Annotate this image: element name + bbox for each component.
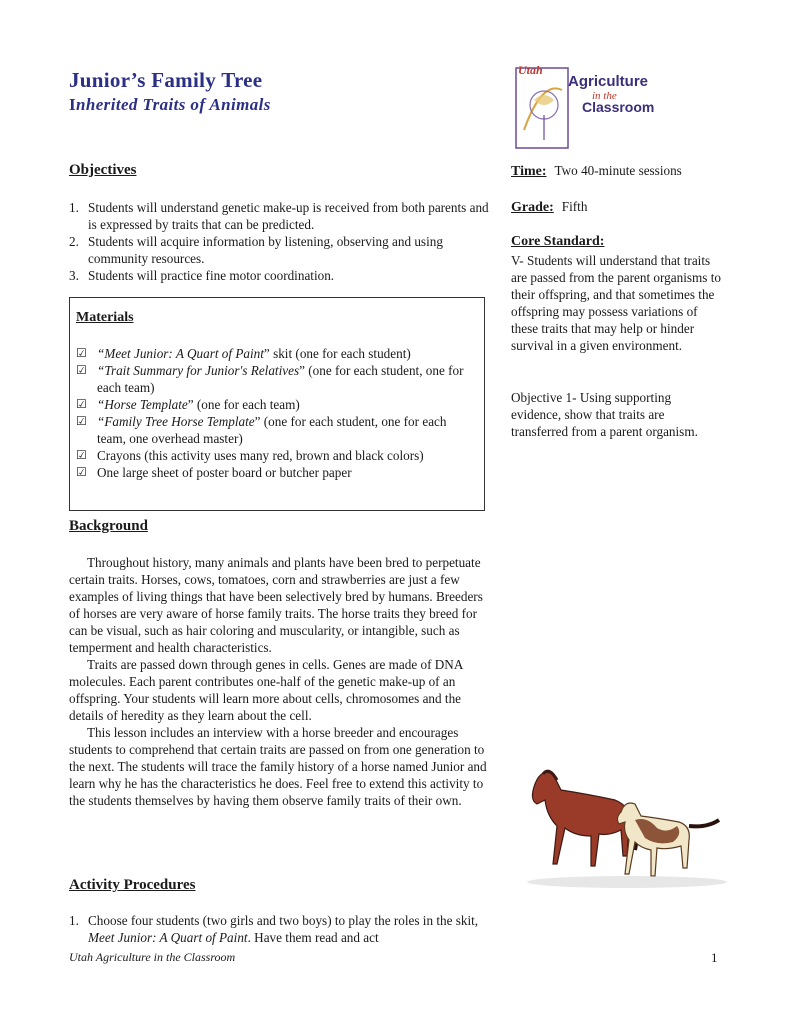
list-item: 1. Students will understand genetic make-up is received from both parents and is expressed by traits that can be predicted.	[69, 200, 489, 232]
grade-info	[511, 198, 721, 216]
objectives-heading: Objectives	[69, 162, 137, 178]
horse-illustration	[517, 760, 727, 900]
activity-list	[69, 912, 489, 946]
list-item: 3. Students will practice fine motor coordination.	[69, 268, 335, 283]
logo-line1: Agriculture	[568, 73, 649, 90]
list-item: 1. Choose four students (two girls and two boys) to play the roles in the skit, Meet Junior: A Quart of Paint. Have them read and act	[69, 913, 479, 945]
mare-body	[532, 772, 629, 866]
list-item: ☑ “Horse Template” (one for each team)	[76, 397, 300, 412]
list-item: ☑ “Trait Summary for Junior's Relatives” (one for each student, one for each team)	[76, 363, 464, 395]
time-info	[511, 162, 721, 180]
checkbox-icon: ☑	[76, 448, 87, 462]
materials-heading: Materials	[76, 310, 134, 325]
background-paragraph: This lesson includes an interview with a horse breeder and encourages students to comprehend that certain traits are passed on from one generation to the next. The students will trace the family history of a horse named Junior and learn why he has the characteristics he does. Feel free to extend this activity to the students themselves by having them observe family traits of their own.	[69, 725, 487, 808]
subtitle-initial: I	[69, 95, 77, 114]
background-body	[69, 554, 489, 809]
list-item: ☑ Crayons (this activity uses many red, brown and black colors)	[76, 448, 424, 463]
objective-note: Objective 1- Using supporting evidence, show that traits are transferred from a parent organism.	[511, 390, 698, 439]
list-item: ☑ “Family Tree Horse Template” (one for each student, one for each team, one overhead master)	[76, 414, 447, 446]
footer-source: Utah Agriculture in the Classroom	[69, 950, 236, 964]
list-item: ☑ One large sheet of poster board or butcher paper	[76, 465, 352, 480]
checkbox-icon: ☑	[76, 465, 87, 479]
activity-heading: Activity Procedures	[69, 877, 196, 893]
core-standard-heading: Core Standard:	[511, 234, 605, 249]
grade-label: Grade:	[511, 200, 554, 215]
logo-frame	[516, 68, 568, 148]
checkbox-icon: ☑	[76, 414, 87, 428]
materials-list	[70, 345, 475, 481]
logo-line3: Classroom	[582, 99, 655, 115]
core-standard-text: V- Students will understand that traits are passed from the parent organisms to their offspring, and that sometimes the offspring may possess variations of these traits that may help or hinder survival in a given environment.	[511, 253, 721, 353]
materials-box	[69, 297, 485, 511]
checkbox-icon: ☑	[76, 397, 87, 411]
objectives-list	[69, 199, 489, 284]
page-subtitle	[69, 95, 271, 115]
logo-line2: in the	[592, 90, 617, 102]
checkbox-icon: ☑	[76, 363, 87, 377]
list-item: ☑ “Meet Junior: A Quart of Paint” skit (one for each student)	[76, 346, 411, 361]
grade-value: Fifth	[561, 199, 588, 214]
subtitle-rest: nherited Traits of Animals	[76, 95, 271, 114]
time-label: Time:	[511, 164, 547, 179]
logo-script: Utah	[518, 63, 543, 77]
page-number: 1	[711, 950, 718, 965]
list-item: 2. Students will acquire information by listening, observing and using community resources.	[69, 234, 443, 266]
background-paragraph: Traits are passed down through genes in cells. Genes are made of DNA molecules. Each parent contributes one-half of the genetic make-up of an offspring. Your students will learn more about cells, chromosomes and the details of heredity as they learn about the cell.	[69, 657, 463, 723]
background-paragraph: Throughout history, many animals and plants have been bred to perpetuate certain traits. Horses, cows, tomatoes, corn and strawberries are just a few examples of living things that have been selectively bred by humans. Breeders of horses are very aware of horse family traits. The horse traits they breed for can be visual, such as hair coloring and muscularity, or intangible, such as temperment and health characteristics.	[69, 555, 483, 655]
agriculture-classroom-logo	[514, 60, 674, 152]
logo-graphic	[514, 60, 674, 152]
horse-graphic	[517, 760, 727, 900]
checkbox-icon: ☑	[76, 346, 87, 360]
time-value: Two 40-minute sessions	[554, 163, 682, 178]
page-title: Junior’s Family Tree	[69, 68, 263, 92]
background-heading: Background	[69, 518, 148, 534]
